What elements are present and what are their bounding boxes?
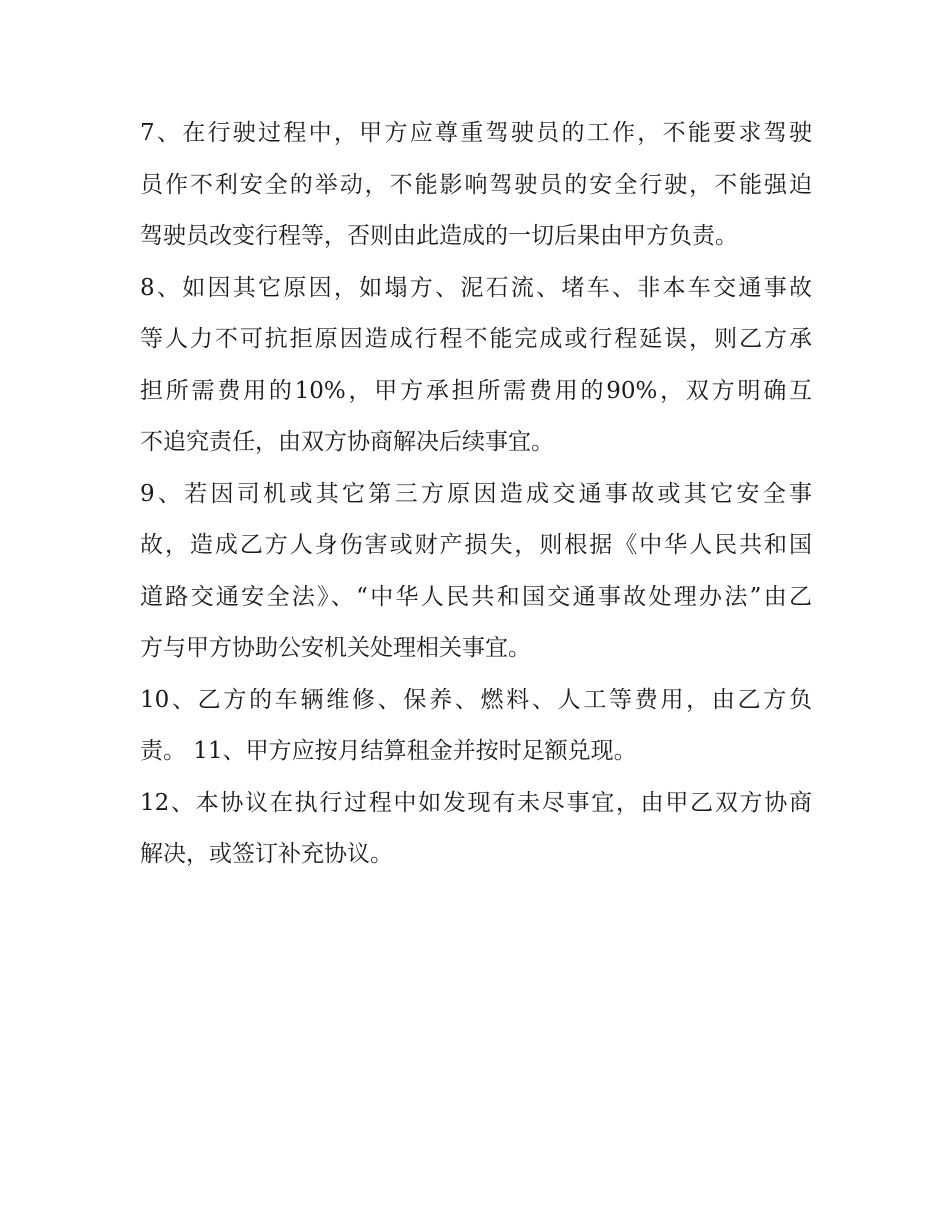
text-line: 担所需费用的10%，甲方承担所需费用的90%，双方明确互: [140, 377, 812, 404]
text-line: 员作不利安全的举动，不能影响驾驶员的安全行驶，不能强迫: [140, 171, 812, 198]
agreement-clauses: [140, 108, 812, 881]
text-line: 等人力不可抗拒原因造成行程不能完成或行程延误，则乙方承: [140, 326, 812, 352]
text-line: 解决，或签订补充协议。: [140, 841, 393, 867]
text-line: 10、乙方的车辆维修、保养、燃料、人工等费用，由乙方负: [140, 686, 812, 713]
text-line: 驾驶员改变行程等，否则由此造成的一切后果由甲方负责。: [140, 223, 738, 249]
text-line: 不追究责任，由双方协商解决后续事宜。: [140, 429, 554, 455]
text-line: 9、若因司机或其它第三方原因造成交通事故或其它安全事: [140, 480, 812, 507]
text-line: 故，造成乙方人身伤害或财产损失，则根据《中华人民共和国: [140, 532, 812, 558]
text-line: 方与甲方协助公安机关处理相关事宜。: [140, 635, 531, 661]
text-line: 12、本协议在执行过程中如发现有未尽事宜，由甲乙双方协商: [140, 789, 812, 816]
text-line: 道路交通安全法》、“中华人民共和国交通事故处理办法”由乙: [140, 583, 812, 610]
text-line: 8、如因其它原因，如塌方、泥石流、堵车、非本车交通事故: [140, 274, 812, 301]
text-line: 7、在行驶过程中，甲方应尊重驾驶员的工作，不能要求驾驶: [140, 120, 812, 146]
text-line: 责。 11、甲方应按月结算租金并按时足额兑现。: [140, 738, 637, 764]
